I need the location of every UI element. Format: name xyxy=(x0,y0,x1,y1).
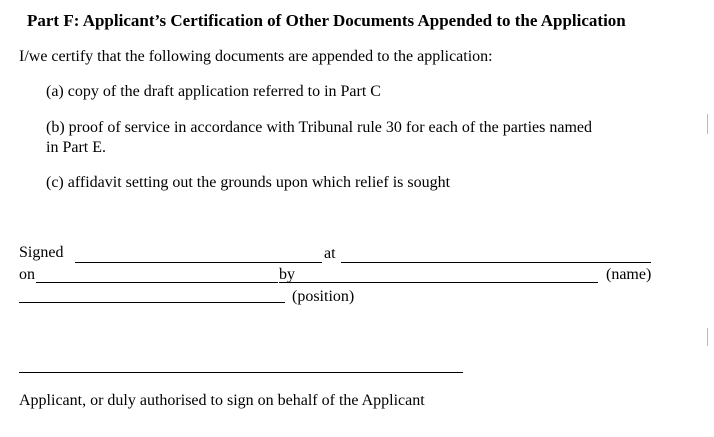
intro-text: I/we certify that the following documents are appended to the application: xyxy=(19,48,493,65)
item-c-text: (c) affidavit setting out the grounds upon which relief is sought xyxy=(46,174,451,191)
signed-line[interactable] xyxy=(75,262,322,263)
name-label: (name) xyxy=(606,266,652,283)
signed-label: Signed xyxy=(19,244,64,261)
by-line[interactable] xyxy=(279,282,598,283)
at-label: at xyxy=(324,245,336,262)
part-f-title: Part F: Applicant’s Certification of Other Documents Appended to the Application xyxy=(27,11,626,30)
page-edge-mark xyxy=(707,114,708,134)
position-line[interactable] xyxy=(19,302,285,303)
at-line[interactable] xyxy=(341,262,651,263)
page-edge-mark xyxy=(707,328,708,346)
position-label: (position) xyxy=(292,288,355,305)
on-label: on xyxy=(19,266,35,283)
item-b-text-line1: (b) proof of service in accordance with Tribunal rule 30 for each of the parties named xyxy=(46,119,593,136)
on-line[interactable] xyxy=(36,282,278,283)
item-a-text: (a) copy of the draft application referred to in Part C xyxy=(46,83,381,100)
applicant-label: Applicant, or duly authorised to sign on behalf of the Applicant xyxy=(19,392,425,409)
applicant-signature-line[interactable] xyxy=(19,372,463,373)
item-b-text-line2: in Part E. xyxy=(46,139,106,156)
by-label: by xyxy=(279,266,295,283)
